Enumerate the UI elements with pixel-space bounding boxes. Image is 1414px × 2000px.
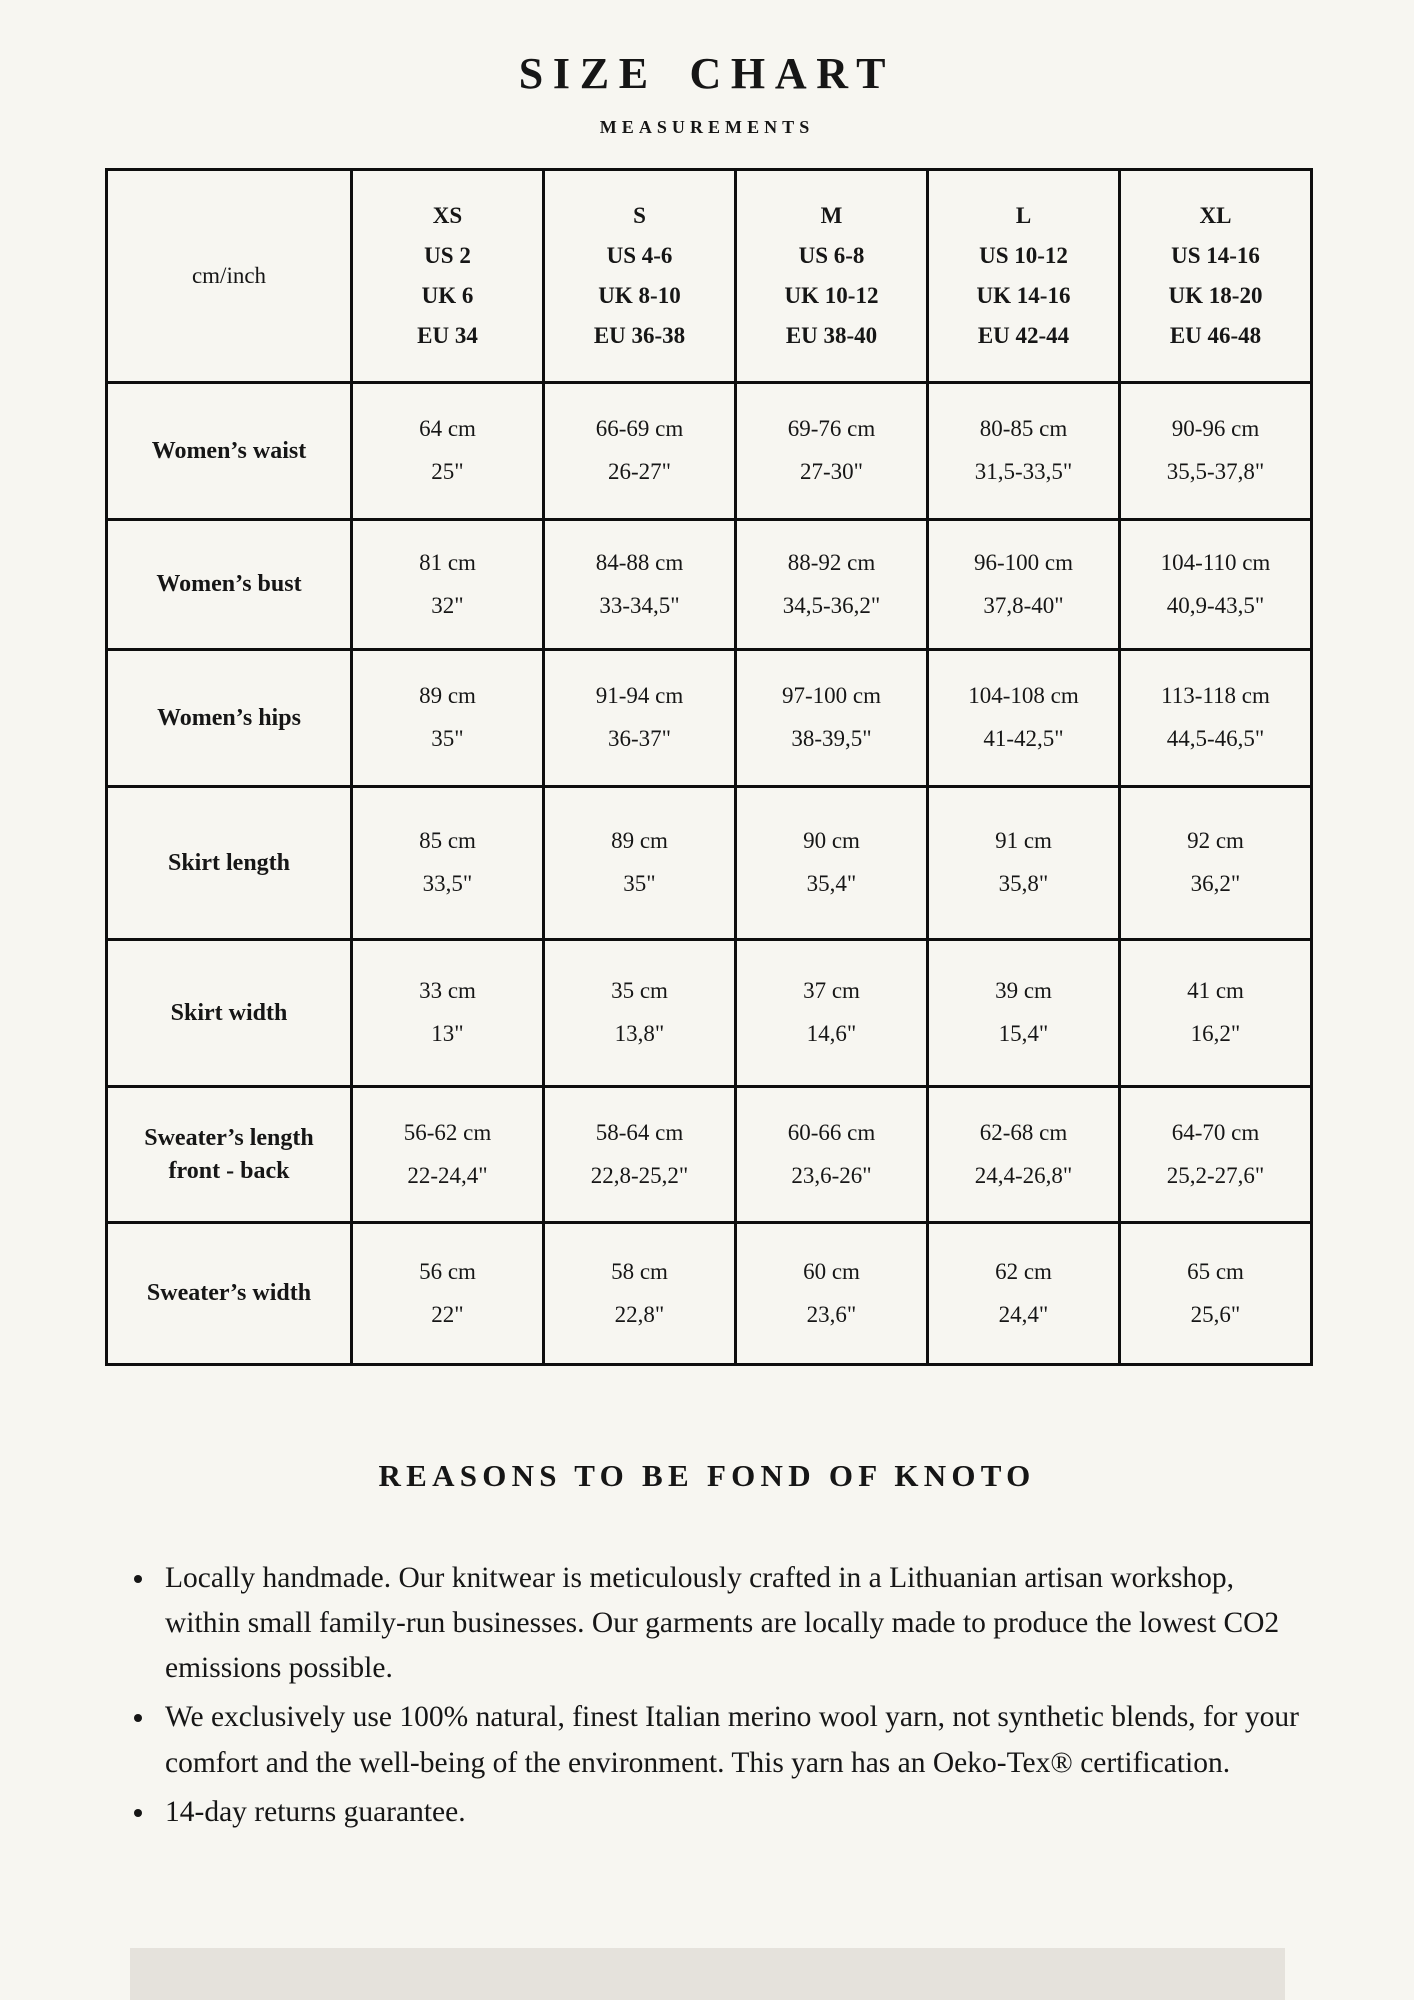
measurement-cm: 84-88 cm xyxy=(595,549,684,575)
measurement-inch: 22-24,4" xyxy=(407,1162,488,1188)
size-us: US 4-6 xyxy=(606,242,673,268)
measurement-cm: 62-68 cm xyxy=(979,1119,1068,1145)
measurement-cm: 60 cm xyxy=(803,1258,860,1284)
measurement-cell xyxy=(352,383,544,520)
row-label: Sweater’s length front - back xyxy=(107,1087,352,1223)
measurement-inch: 22,8" xyxy=(614,1301,665,1327)
size-column-header xyxy=(352,170,544,383)
measurement-cm: 64 cm xyxy=(419,416,476,442)
measurement-inch: 35" xyxy=(431,726,464,751)
size-uk: UK 18-20 xyxy=(1168,283,1263,308)
measurement-cm: 90-96 cm xyxy=(1171,416,1260,442)
size-column-header xyxy=(928,170,1120,383)
measurement-cm: 41 cm xyxy=(1187,978,1244,1004)
measurement-cell xyxy=(736,383,928,520)
table-row xyxy=(107,1087,1312,1223)
measurement-inch: 41-42,5" xyxy=(983,726,1064,751)
measurement-cm: 89 cm xyxy=(611,828,668,854)
measurement-inch: 25,6" xyxy=(1190,1301,1241,1327)
row-label: Sweater’s width xyxy=(107,1223,352,1365)
measurement-cell xyxy=(736,787,928,940)
measurement-cell xyxy=(544,1223,736,1365)
measurement-inch: 33,5" xyxy=(422,871,473,896)
measurement-inch: 24,4" xyxy=(998,1301,1049,1327)
measurement-cell xyxy=(928,650,1120,787)
size-name: M xyxy=(820,202,843,228)
measurement-cell xyxy=(736,520,928,650)
size-table-header xyxy=(107,170,1312,383)
row-label: Skirt width xyxy=(107,940,352,1087)
measurement-inch: 32" xyxy=(431,592,464,618)
measurement-cm: 66-69 cm xyxy=(595,416,684,442)
measurement-inch: 27-30" xyxy=(799,459,864,484)
measurement-cell xyxy=(544,650,736,787)
size-eu: EU 36-38 xyxy=(593,323,686,349)
measurement-cm: 104-110 cm xyxy=(1160,549,1271,575)
measurement-inch: 15,4" xyxy=(998,1021,1049,1046)
row-label: Skirt length xyxy=(107,787,352,940)
measurement-inch: 31,5-33,5" xyxy=(974,459,1073,484)
measurement-inch: 16,2" xyxy=(1190,1021,1241,1046)
measurement-cm: 56-62 cm xyxy=(403,1119,492,1145)
measurement-cm: 104-108 cm xyxy=(968,683,1079,709)
measurement-cm: 58 cm xyxy=(611,1258,668,1284)
measurement-cell xyxy=(928,940,1120,1087)
measurement-cm: 97-100 cm xyxy=(781,683,881,709)
measurement-inch: 13,8" xyxy=(614,1021,665,1046)
size-column-header xyxy=(736,170,928,383)
size-name: L xyxy=(1015,202,1032,228)
measurement-cm: 69-76 cm xyxy=(787,416,876,442)
measurement-inch: 23,6" xyxy=(806,1301,857,1327)
measurement-cm: 39 cm xyxy=(995,978,1052,1004)
measurement-inch: 22" xyxy=(431,1301,464,1327)
size-us: US 10-12 xyxy=(979,242,1068,268)
measurement-cell xyxy=(928,787,1120,940)
measurement-cell xyxy=(736,1087,928,1223)
measurement-inch: 40,9-43,5" xyxy=(1166,592,1265,618)
page-subtitle: MEASUREMENTS xyxy=(599,117,815,137)
size-name: XS xyxy=(432,202,463,228)
measurement-inch: 23,6-26" xyxy=(791,1162,872,1188)
measurement-inch: 36-37" xyxy=(607,726,672,751)
size-us: US 2 xyxy=(424,242,471,268)
measurement-inch: 22,8-25,2" xyxy=(590,1162,689,1188)
measurement-inch: 35" xyxy=(623,871,656,896)
measurement-cm: 65 cm xyxy=(1187,1258,1244,1284)
measurement-inch: 36,2" xyxy=(1190,871,1241,896)
measurement-cell xyxy=(736,650,928,787)
reasons-heading: REASONS TO BE FOND OF KNOTO xyxy=(378,1458,1036,1493)
size-eu: EU 42-44 xyxy=(977,323,1070,349)
table-row xyxy=(107,1223,1312,1365)
measurement-cell xyxy=(928,383,1120,520)
size-uk: UK 10-12 xyxy=(784,283,879,308)
measurement-cm: 113-118 cm xyxy=(1161,683,1270,709)
measurement-inch: 38-39,5" xyxy=(791,726,872,751)
measurement-cell xyxy=(1120,383,1312,520)
size-us: US 14-16 xyxy=(1171,242,1260,268)
reason-item: • We exclusively use 100% natural, finest Italian merino wool yarn, not synthetic blends, for your comfort and the well-being of the environment. This yarn has an Oeko-Tex® certification. xyxy=(157,1695,1314,1785)
measurement-inch: 25,2-27,6" xyxy=(1166,1162,1265,1188)
measurement-cm: 33 cm xyxy=(419,978,476,1004)
measurement-cm: 58-64 cm xyxy=(595,1119,684,1145)
reason-item: • Locally handmade. Our knitwear is meticulously crafted in a Lithuanian artisan workshop, within small family-run businesses. Our garments are locally made to produce the lowest CO2 emissions possible. xyxy=(157,1556,1314,1691)
measurement-cell xyxy=(736,940,928,1087)
measurement-cm: 56 cm xyxy=(419,1258,476,1284)
measurement-cell xyxy=(928,1223,1120,1365)
size-eu: EU 38-40 xyxy=(785,323,878,349)
size-table xyxy=(105,168,1313,1366)
measurement-inch: 37,8-40" xyxy=(983,592,1064,618)
row-label: Women’s bust xyxy=(107,520,352,650)
measurement-cm: 37 cm xyxy=(803,978,860,1004)
size-eu: EU 34 xyxy=(417,323,478,349)
table-row xyxy=(107,383,1312,520)
size-table-body xyxy=(107,383,1312,1365)
table-row xyxy=(107,787,1312,940)
row-label: Women’s hips xyxy=(107,650,352,787)
table-row xyxy=(107,940,1312,1087)
table-row xyxy=(107,520,1312,650)
size-uk: UK 8-10 xyxy=(598,283,681,308)
reason-item: • 14-day returns guarantee. xyxy=(157,1790,1314,1835)
measurement-cm: 35 cm xyxy=(611,978,668,1004)
measurement-cm: 80-85 cm xyxy=(979,416,1068,442)
measurement-cm: 64-70 cm xyxy=(1171,1119,1260,1145)
measurement-cell xyxy=(352,1087,544,1223)
measurement-inch: 44,5-46,5" xyxy=(1166,726,1265,751)
table-header-row xyxy=(107,170,1312,383)
measurement-cm: 81 cm xyxy=(419,549,476,575)
corner-label: cm/inch xyxy=(107,170,352,383)
measurement-cell xyxy=(352,787,544,940)
page-title: SIZE CHART xyxy=(518,49,896,98)
measurement-cell xyxy=(1120,1223,1312,1365)
measurement-cell xyxy=(544,383,736,520)
measurement-cm: 96-100 cm xyxy=(973,549,1073,575)
size-name: S xyxy=(633,202,646,228)
measurement-cm: 89 cm xyxy=(419,683,476,709)
measurement-inch: 14,6" xyxy=(806,1021,857,1046)
measurement-cell xyxy=(352,520,544,650)
measurement-cm: 62 cm xyxy=(995,1258,1052,1284)
measurement-cm: 85 cm xyxy=(419,828,476,854)
measurement-cell xyxy=(1120,1087,1312,1223)
measurement-cell xyxy=(1120,520,1312,650)
measurement-cell xyxy=(352,940,544,1087)
measurement-cell xyxy=(544,520,736,650)
measurement-cell xyxy=(352,1223,544,1365)
reasons-list xyxy=(125,1556,1314,1835)
measurement-cell xyxy=(1120,787,1312,940)
measurement-cm: 60-66 cm xyxy=(787,1119,876,1145)
measurement-cell xyxy=(1120,650,1312,787)
measurement-cell xyxy=(544,1087,736,1223)
row-label: Women’s waist xyxy=(107,383,352,520)
size-uk: UK 6 xyxy=(421,283,474,308)
measurement-cm: 90 cm xyxy=(803,828,860,854)
measurement-cm: 92 cm xyxy=(1187,828,1244,854)
measurement-inch: 33-34,5" xyxy=(599,592,680,618)
size-uk: UK 14-16 xyxy=(976,283,1071,308)
measurement-inch: 25" xyxy=(431,459,464,484)
measurement-cell xyxy=(928,520,1120,650)
measurement-inch: 13" xyxy=(431,1021,464,1046)
bottom-bar xyxy=(130,1948,1285,2000)
measurement-cm: 91 cm xyxy=(995,828,1052,854)
size-name: XL xyxy=(1199,202,1232,228)
measurement-cell xyxy=(736,1223,928,1365)
measurement-inch: 35,5-37,8" xyxy=(1166,459,1265,484)
measurement-cm: 91-94 cm xyxy=(595,683,684,709)
measurement-inch: 26-27" xyxy=(607,459,672,484)
measurement-cell xyxy=(544,940,736,1087)
measurement-cell xyxy=(352,650,544,787)
size-us: US 6-8 xyxy=(798,242,865,268)
table-row xyxy=(107,650,1312,787)
measurement-cell xyxy=(544,787,736,940)
measurement-cell xyxy=(1120,940,1312,1087)
size-column-header xyxy=(544,170,736,383)
measurement-inch: 35,4" xyxy=(806,871,857,896)
size-column-header xyxy=(1120,170,1312,383)
measurement-cm: 88-92 cm xyxy=(787,549,876,575)
measurement-inch: 34,5-36,2" xyxy=(782,592,881,618)
size-eu: EU 46-48 xyxy=(1169,323,1262,349)
measurement-cell xyxy=(928,1087,1120,1223)
measurement-inch: 24,4-26,8" xyxy=(974,1162,1073,1188)
measurement-inch: 35,8" xyxy=(998,871,1049,896)
